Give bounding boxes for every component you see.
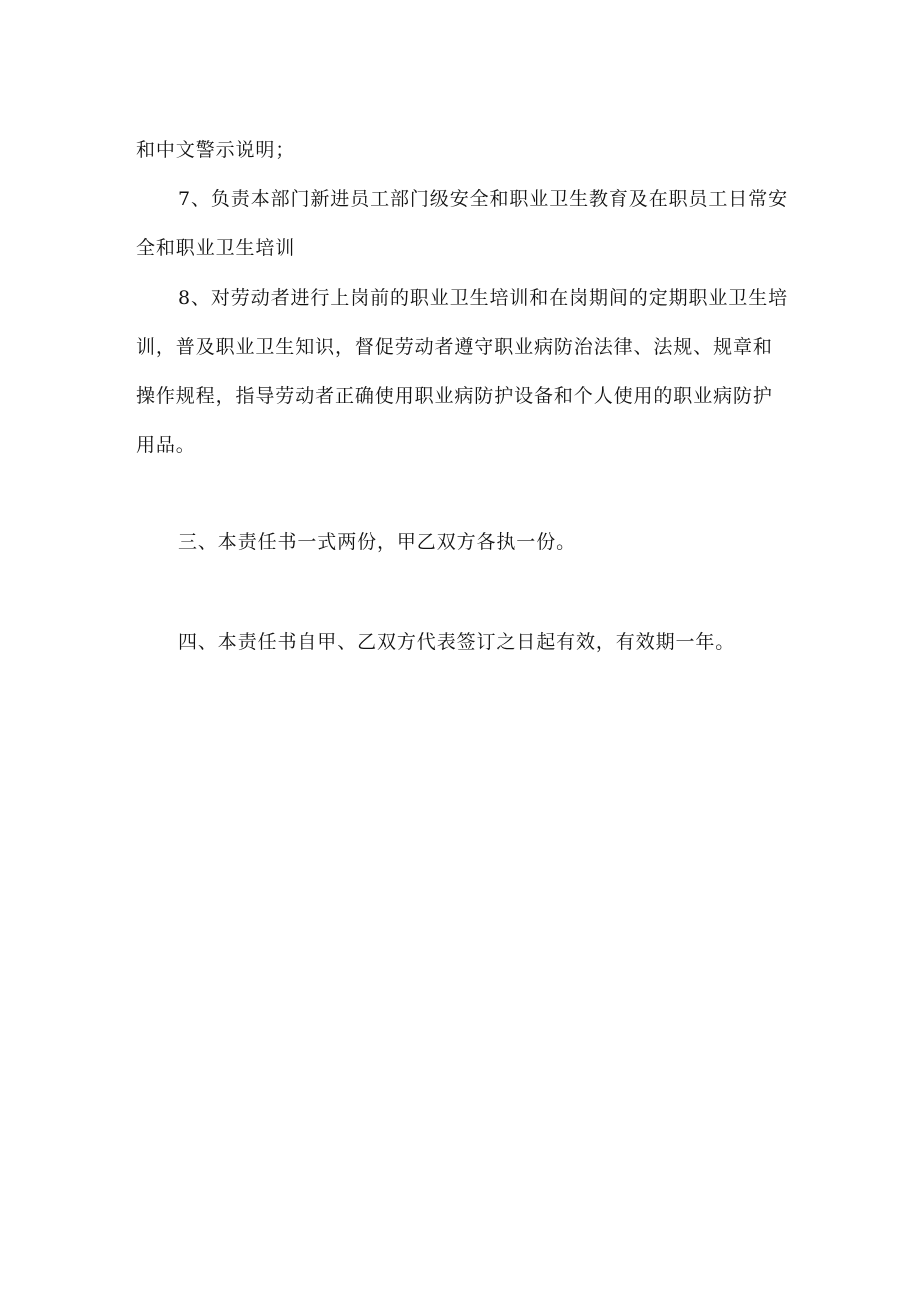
- clause-8-line-2: 训，普及职业卫生知识，督促劳动者遵守职业病防治法律、法规、规章和: [136, 336, 773, 358]
- section-three: 三、本责任书一式两份，甲乙双方各执一份。: [178, 531, 577, 553]
- clause-8-line-3: 操作规程，指导劳动者正确使用职业病防护设备和个人使用的职业病防护: [136, 385, 773, 407]
- clause-8-line-4: 用品。: [136, 434, 196, 456]
- clause-7-line-1: 7、负责本部门新进员工部门级安全和职业卫生教育及在职员工日常安: [178, 188, 788, 210]
- clause-8-line-1: 8、对劳动者进行上岗前的职业卫生培训和在岗期间的定期职业卫生培: [178, 287, 788, 309]
- clause-7-line-2: 全和职业卫生培训: [136, 237, 296, 259]
- section-four: 四、本责任书自甲、乙双方代表签订之日起有效，有效期一年。: [178, 631, 736, 653]
- text-line-continuation: 和中文警示说明；: [136, 139, 296, 161]
